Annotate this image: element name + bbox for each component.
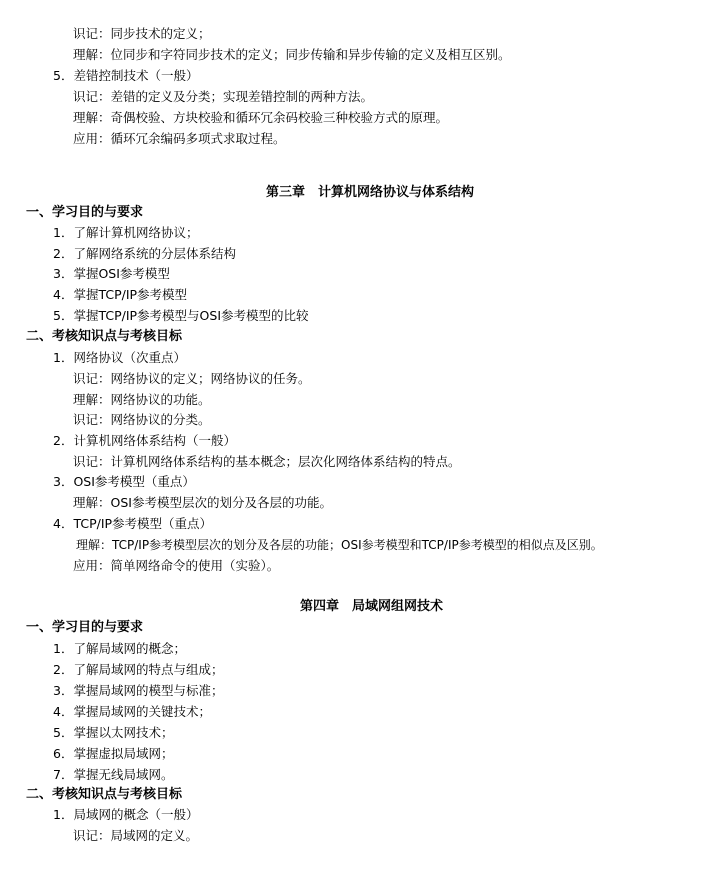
list-item: 1．了解局域网的概念； <box>53 641 186 656</box>
list-item: 5．掌握TCP/IP参考模型与OSI参考模型的比较 <box>53 308 309 323</box>
text-line: 应用：简单网络命令的使用（实验）。 <box>73 558 280 573</box>
section-heading: 二、考核知识点与考核目标 <box>26 787 183 802</box>
text-line: 理解：网络协议的功能。 <box>73 392 211 407</box>
list-item: 1．局域网的概念（一般） <box>53 807 199 822</box>
list-item: 2．计算机网络体系结构（一般） <box>53 433 236 448</box>
list-item: 6．掌握虚拟局域网； <box>53 746 174 761</box>
list-item: 2．了解网络系统的分层体系结构 <box>53 246 236 261</box>
list-item: 4．掌握局域网的关键技术； <box>53 704 211 719</box>
list-item: 1．网络协议（次重点） <box>53 350 186 365</box>
list-item: 4．掌握TCP/IP参考模型 <box>53 287 188 302</box>
list-item: 1．了解计算机网络协议； <box>53 225 199 240</box>
chapter-title: 第三章 计算机网络协议与体系结构 <box>266 185 475 200</box>
text-line: 理解：位同步和字符同步技术的定义；同步传输和异步传输的定义及相互区别。 <box>73 47 511 62</box>
text-line: 识记：差错的定义及分类；实现差错控制的两种方法。 <box>73 89 374 104</box>
text-line: 识记：网络协议的定义；网络协议的任务。 <box>73 371 311 386</box>
text-line: 理解：OSI参考模型层次的划分及各层的功能。 <box>73 495 332 510</box>
list-item: 7．掌握无线局域网。 <box>53 767 174 782</box>
list-item: 4．TCP/IP参考模型（重点） <box>53 516 213 531</box>
list-item: 5．掌握以太网技术； <box>53 725 174 740</box>
list-item: 3．OSI参考模型（重点） <box>53 474 195 489</box>
text-line: 识记：计算机网络体系结构的基本概念；层次化网络体系结构的特点。 <box>73 454 461 469</box>
text-line: 理解：TCP/IP参考模型层次的划分及各层的功能；OSI参考模型和TCP/IP参考模型的相似点及区别。 <box>76 538 603 552</box>
chapter-title: 第四章 局域网组网技术 <box>300 599 444 614</box>
section-heading: 一、学习目的与要求 <box>26 620 144 635</box>
list-item: 5．差错控制技术（一般） <box>53 68 199 83</box>
text-line: 识记：局域网的定义。 <box>73 828 199 843</box>
list-item: 3．掌握OSI参考模型 <box>53 266 170 281</box>
text-line: 识记：网络协议的分类。 <box>73 412 211 427</box>
text-line: 识记：同步技术的定义； <box>73 26 211 41</box>
section-heading: 二、考核知识点与考核目标 <box>26 329 183 344</box>
section-heading: 一、学习目的与要求 <box>26 205 144 220</box>
text-line: 应用：循环冗余编码多项式求取过程。 <box>73 131 286 146</box>
list-item: 3．掌握局域网的模型与标准； <box>53 683 224 698</box>
list-item: 2．了解局域网的特点与组成； <box>53 662 224 677</box>
text-line: 理解：奇偶校验、方块校验和循环冗余码校验三种校验方式的原理。 <box>73 110 449 125</box>
